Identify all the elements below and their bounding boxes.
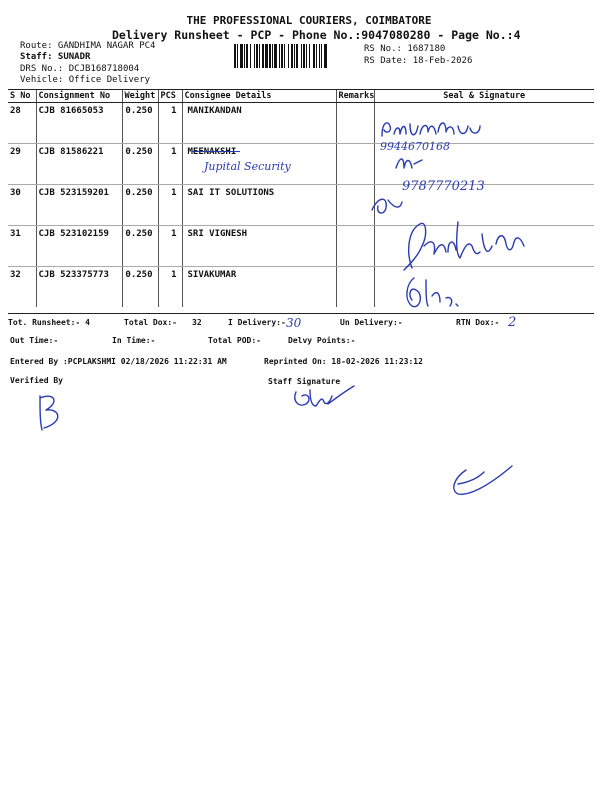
cell-consignment: CJB 81665053 — [36, 103, 122, 144]
cell-sno: 30 — [8, 185, 36, 226]
cell-weight: 0.250 — [122, 103, 158, 144]
cell-consignment: CJB 523375773 — [36, 267, 122, 308]
delivery-label: I Delivery:- — [228, 318, 286, 327]
bottom-signature — [442, 460, 518, 502]
cell-remarks — [336, 103, 374, 144]
company-name: THE PROFESSIONAL COURIERS, COIMBATORE — [186, 14, 432, 27]
delivered-count-handwritten — [284, 312, 324, 332]
cell-sno: 32 — [10, 270, 21, 280]
row28-phone: 9944670168 — [380, 140, 450, 153]
staff-label: Staff: SUNADR — [20, 52, 91, 62]
route-label: Route: GANDHIMA NAGAR PC4 — [20, 41, 156, 51]
table-row — [8, 103, 594, 144]
cell-pcs: 1 — [158, 185, 182, 226]
out-time-label: Out Time:- — [10, 336, 59, 345]
total-dox-value: 32 — [192, 318, 202, 327]
rs-date: RS Date: 18-Feb-2026 — [364, 56, 473, 66]
verified-by-label: Verified By — [10, 376, 63, 385]
cell-pcs: 1 — [158, 103, 182, 144]
runsheet-title: Delivery Runsheet - PCP - Phone No.:9047080280 - Page No.:4 — [112, 28, 521, 42]
entered-by: Entered By :PCPLAKSHMI 02/18/2026 11:22:31 AM — [10, 357, 227, 366]
cell-consignment: CJB 523159201 — [36, 185, 122, 226]
cell-weight: 0.250 — [122, 226, 158, 267]
cell-sno: 28 — [8, 103, 36, 144]
undelivery-label: Un Delivery:- — [340, 318, 403, 327]
cell-remarks — [336, 267, 374, 308]
col-pcs: PCS — [158, 90, 182, 103]
cell-pcs: 1 — [158, 144, 182, 185]
cell-consignment: CJB 81586221 — [36, 144, 122, 185]
cell-consignee: SRI VIGNESH — [182, 226, 336, 267]
verified-signature — [28, 386, 78, 438]
signature-row-28 — [376, 112, 506, 154]
in-time-label: In Time:- — [112, 336, 156, 345]
total-pod-label: Total POD:- — [208, 336, 261, 345]
cell-pcs: 1 — [158, 267, 182, 308]
cell-remarks — [336, 144, 374, 185]
cell-consignee: MANIKANDAN — [182, 103, 336, 144]
cell-sno: 29 — [8, 144, 36, 185]
col-weight: Weight — [122, 90, 158, 103]
drs-number: DRS No.: DCJB168718004 — [20, 64, 140, 74]
signature-row-29 — [392, 150, 522, 194]
signature-row-32 — [396, 270, 476, 312]
cell-sno: 31 — [8, 226, 36, 267]
barcode — [234, 44, 358, 68]
staff-signature — [288, 382, 358, 412]
row29-note: Jupital Security — [204, 160, 291, 173]
col-remarks: Remarks — [336, 90, 374, 103]
reprinted-on: Reprinted On: 18-02-2026 11:23:12 — [264, 357, 423, 366]
rtn-count-handwritten — [506, 310, 536, 332]
cell-consignee: SAI IT SOLUTIONS — [182, 185, 336, 226]
cell-consignee: MEENAKSHI — [182, 144, 336, 185]
cell-weight: 0.250 — [122, 267, 158, 308]
staff-signature-label: Staff Signature — [268, 377, 341, 386]
total-dox-label: Total Dox:- — [124, 318, 177, 327]
cell-consignment: CJB 523102159 — [36, 226, 122, 267]
summary-delivered: 30 — [286, 316, 302, 330]
table-header-row — [8, 90, 594, 103]
vehicle-label: Vehicle: Office Delivery — [20, 75, 151, 85]
delivery-points-label: Delvy Points:- — [288, 336, 356, 345]
rs-number: RS No.: 1687180 — [364, 44, 446, 54]
cell-weight: 0.250 — [122, 144, 158, 185]
note-row-29 — [190, 148, 340, 176]
cell-remarks — [336, 226, 374, 267]
signature-row-31 — [392, 212, 552, 278]
rtn-dox-label: RTN Dox:- — [456, 318, 500, 327]
cell-weight: 0.250 — [122, 185, 158, 226]
col-consignee: Consignee Details — [182, 90, 336, 103]
col-sno: S No — [8, 90, 36, 103]
col-consignment: Consignment No — [36, 90, 122, 103]
row29-phone: 9787770213 — [402, 179, 485, 194]
total-runsheet: Tot. Runsheet:- 4 — [8, 318, 90, 327]
cell-pcs: 1 — [158, 226, 182, 267]
summary-rtn: 2 — [508, 315, 517, 330]
cell-consignee: SIVAKUMAR — [182, 267, 336, 308]
col-seal-signature: Seal & Signature — [374, 90, 594, 103]
